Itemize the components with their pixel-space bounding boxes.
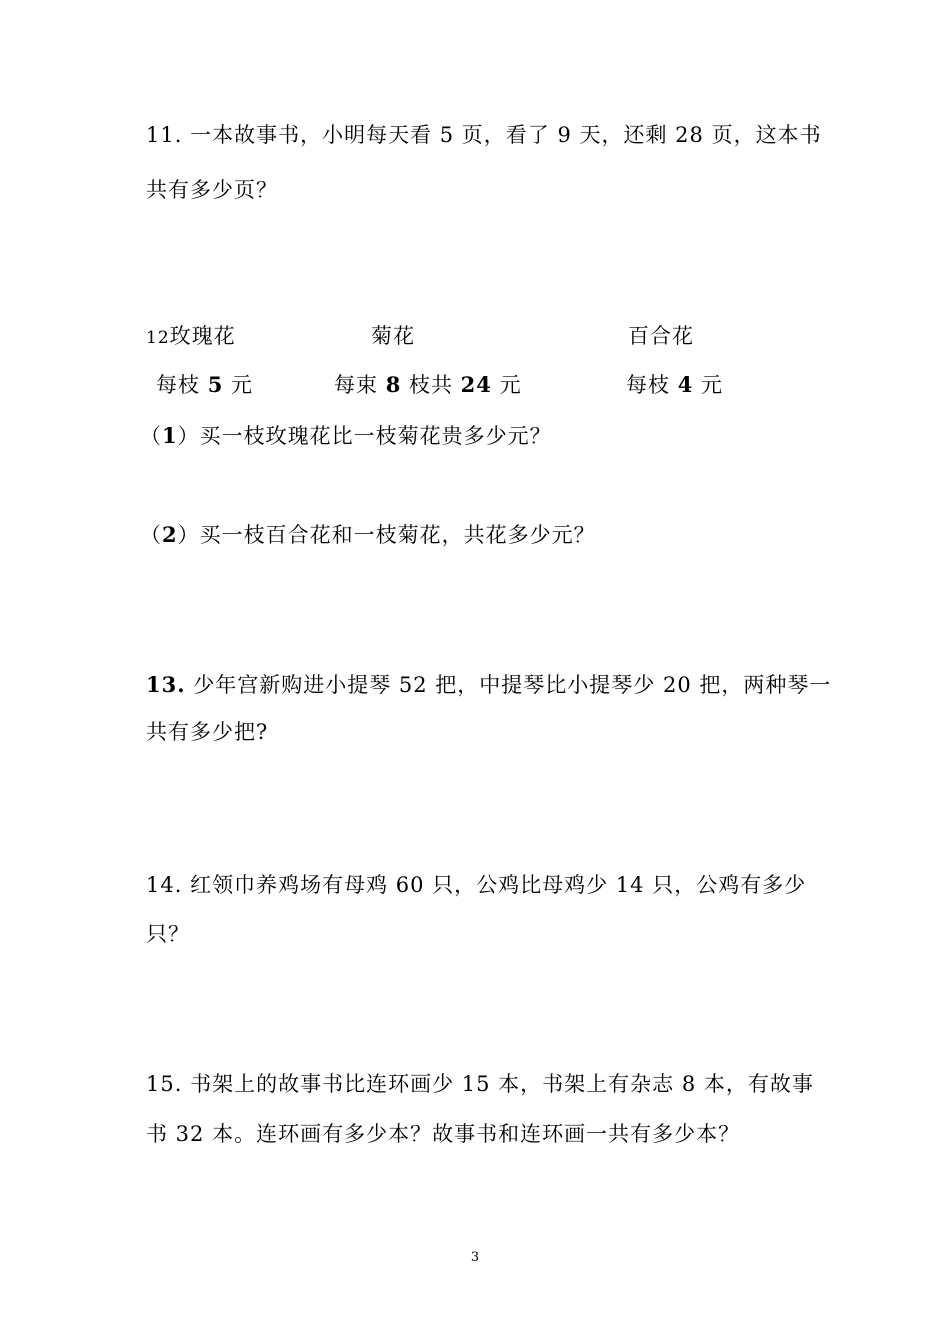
flower-price-rose	[156, 371, 253, 399]
q13-line2: 共有多少把?	[146, 720, 269, 744]
q13-number: 13.	[146, 672, 186, 697]
price-unit: 元	[491, 373, 522, 397]
q12-number: 12	[146, 328, 170, 348]
q12-sub1: （1）买一枝玫瑰花比一枝菊花贵多少元？	[140, 423, 552, 448]
sub1-number: 1	[162, 423, 178, 448]
price-value: 24	[460, 372, 492, 397]
q15-line1: 15. 书架上的故事书比连环画少 15 本，书架上有杂志 8 本，有故事	[146, 1072, 814, 1096]
sub2-number: 2	[162, 522, 178, 547]
price-unit: 元	[693, 373, 723, 397]
price-prefix: 每束	[334, 373, 386, 397]
flower-name-chrysanthemum: 菊花	[371, 324, 415, 348]
sub2-text: 买一枝百合花和一枝菊花，共花多少元？	[199, 523, 596, 547]
page-number: 3	[470, 1250, 480, 1265]
sub1-text: 买一枝玫瑰花比一枝菊花贵多少元？	[199, 424, 552, 448]
price-unit: 元	[223, 373, 253, 397]
q13-text: 少年宫新购进小提琴 52 把，中提琴比小提琴少 20 把，两种琴一	[185, 673, 832, 697]
price-prefix: 每枝	[156, 373, 208, 397]
price-value: 5	[207, 372, 224, 397]
q12-header-rose	[146, 322, 236, 352]
q12-sub2: （2）买一枝百合花和一枝菊花，共花多少元？	[140, 522, 596, 547]
q15-line2: 书 32 本。连环画有多少本？故事书和连环画一共有多少本？	[146, 1122, 741, 1146]
q14-line2: 只？	[146, 922, 190, 946]
flower-name-lily: 百合花	[628, 324, 694, 348]
flower-price-chrysanthemum	[334, 371, 522, 399]
q11-line2: 共有多少页？	[146, 178, 278, 202]
price-count: 8	[385, 372, 402, 397]
price-mid: 枝共	[401, 373, 461, 397]
flower-price-lily	[626, 371, 723, 399]
q11-line1: 11. 一本故事书，小明每天看 5 页，看了 9 天，还剩 28 页，这本书	[146, 123, 822, 147]
q14-line1: 14. 红领巾养鸡场有母鸡 60 只，公鸡比母鸡少 14 只，公鸡有多少	[146, 873, 807, 897]
q13-line1	[146, 671, 831, 699]
flower-name-rose: 玫瑰花	[169, 324, 236, 348]
price-prefix: 每枝	[626, 373, 678, 397]
price-value: 4	[677, 372, 694, 397]
